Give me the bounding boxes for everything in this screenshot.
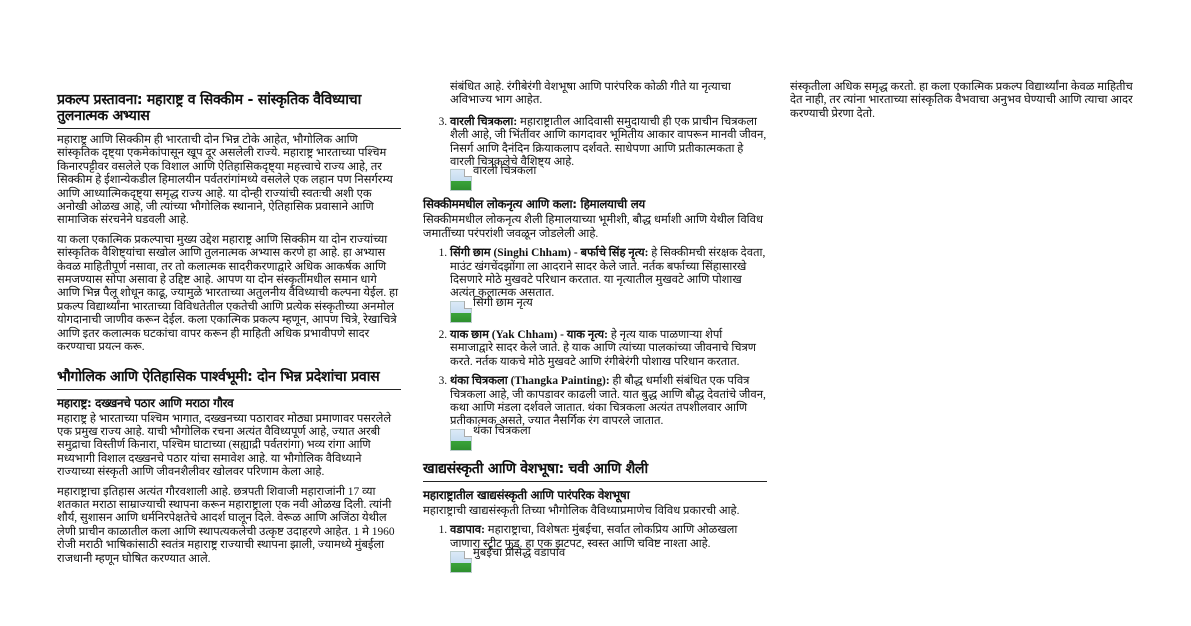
conclusion-continuation: संस्कृतीला अधिक समृद्ध करतो. हा कला एकात्मिक प्रकल्प विद्यार्थ्यांना केवळ माहितीच देत नाही, तर त्यांना भारताच्या सांस्कृतिक वैभवाचा अनुभव घेण्याची आणि त्याचा आदर करण्याची प्रेरणा देतो. bbox=[790, 81, 1133, 120]
vadapav-text: महाराष्ट्राचा, विशेषतः मुंबईचा, सर्वात लोकप्रिय आणि ओळखला जाणारा स्ट्रीट फूड. हा एक झटपट, स्वस्त आणि चविष्ट नाश्ता आहे. bbox=[450, 524, 738, 550]
warli-image bbox=[450, 165, 767, 191]
vadapav-image-alt: मुंबईचा प्रसिद्ध वडापाव bbox=[473, 546, 566, 559]
maharashtra-heading: महाराष्ट्र: दख्खनचे पठार आणि मराठा गौरव bbox=[57, 395, 234, 410]
broken-image-icon bbox=[450, 551, 472, 573]
geo-paragraph-2: महाराष्ट्राचा इतिहास अत्यंत गौरवशाली आहे. छत्रपती शिवाजी महाराजांनी 17 व्या शतकात मराठा साम्राज्याची स्थापना करून महाराष्ट्राला एक नवी ओळख दिली. त्यांनी शौर्य, सुशासन आणि धर्मनिरपेक्षतेचे आदर्श घालून दिले. वेरूळ आणि अजिंठा येथील लेणी प्राचीन काळातील कला आणि स्थापत्यकलेची उत्कृष्ट उदाहरणे आहेत. 1 मे 1960 रोजी मराठी भाषिकांसाठी स्वतंत्र महाराष्ट्र राज्याची स्थापना झाली, ज्यामध्ये मुंबईला राजधानी म्हणून घोषित करण्यात आले. bbox=[57, 485, 395, 565]
column-3 bbox=[790, 81, 1134, 127]
intro-title: प्रकल्प प्रस्तावना: महाराष्ट्र व सिक्कीम - सांस्कृतिक वैविध्याचा तुलनात्मक अभ्यास bbox=[57, 92, 401, 129]
column-1 bbox=[57, 92, 401, 572]
warli-image-alt: वारली चित्रकला bbox=[473, 165, 537, 178]
koli-continuation: संबंधित आहे. रंगीबेरंगी वेशभूषा आणि पारंपरिक कोळी गीते या नृत्याचा अविभाज्य भाग आहेत. bbox=[450, 81, 731, 107]
yak-text: हे नृत्य याक पाळणाऱ्या शेर्पा समाजाद्वारे सादर केले जाते. हे याक आणि त्यांच्या पालकांच्या जीवनाचे चित्रण करते. नर्तक याकचे मोठे मुखवटे आणि रंगीबेरंगी पोशाख परिधान करतात. bbox=[450, 328, 757, 368]
broken-image-icon bbox=[450, 301, 472, 323]
column-2 bbox=[423, 81, 767, 579]
sikkim-list bbox=[423, 247, 767, 450]
thangka-image-alt: थंका चित्रकला bbox=[473, 424, 531, 437]
list-item-warli bbox=[450, 116, 767, 192]
geo-title: भौगोलिक आणि ऐतिहासिक पार्श्वभूमी: दोन भिन्न प्रदेशांचा प्रवास bbox=[57, 369, 401, 390]
thangka-text: ही बौद्ध धर्माशी संबंधित एक पवित्र चित्रकला आहे, जी कापडावर काढली जाते. यात बुद्ध आणि बौद्ध देवतांचे जीवन, कथा आणि मंडला दर्शवले जातात. थंका चित्रकला अत्यंत तपशीलवार आणि प्रतीकात्मक असते, ज्यात नैसर्गिक रंग वापरले जातात. bbox=[450, 375, 766, 428]
thangka-term: थंका चित्रकला (Thangka Painting): bbox=[450, 375, 610, 388]
warli-text: महाराष्ट्रातील आदिवासी समुदायाची ही एक प्राचीन चित्रकला शैली आहे, जी भिंतींवर आणि कागदावर भूमितीय आकार वापरून मानवी जीवन, निसर्ग आणि दैनंदिन क्रियाकलाप दर्शवते. साधेपणा आणि प्रतीकात्मकता हे वारली चित्रकलेचे वैशिष्ट्य आहे. bbox=[450, 115, 767, 169]
thangka-image bbox=[450, 424, 767, 451]
list-item-vadapav bbox=[450, 524, 767, 573]
broken-image-icon bbox=[450, 429, 472, 451]
food-title: खाद्यसंस्कृती आणि वेशभूषा: चवी आणि शैली bbox=[423, 461, 767, 482]
singhi-image bbox=[450, 296, 767, 323]
food-intro: महाराष्ट्राची खाद्यसंस्कृती तिच्या भौगोलिक वैविध्याप्रमाणेच विविध प्रकारची आहे. bbox=[423, 504, 740, 517]
list-item-yak-chham bbox=[450, 329, 767, 369]
intro-paragraph-2: या कला एकात्मिक प्रकल्पाचा मुख्य उद्देश महाराष्ट्र आणि सिक्कीम या दोन राज्यांच्या सांस्कृतिक वैशिष्ट्यांचा सखोल आणि तुलनात्मक अभ्यास करणे हा आहे. हा अभ्यास केवळ माहितीपूर्ण नसावा, तर तो कलात्मक सादरीकरणाद्वारे अधिक आकर्षक आणि समजण्यास सोपा असावा हे उद्दिष्ट आहे. आपण या दोन संस्कृतींमधील समान धागे आणि भिन्न पैलू शोधून काढू, ज्यामुळे भारताच्या अतुलनीय वैविध्याची कल्पना येईल. हा प्रकल्प विद्यार्थ्यांना भारताच्या विविधतेतील एकतेची आणि प्रत्येक संस्कृतीच्या अनमोल योगदानाची जाणीव करून देईल. कला एकात्मिक प्रकल्प म्हणून, आपण चित्रे, रेखाचित्रे आणि इतर कलात्मक घटकांचा वापर करून ही माहिती अधिक प्रभावीपणे सादर करण्याचा प्रयत्न करू. bbox=[57, 233, 399, 354]
warli-term: वारली चित्रकला: bbox=[450, 115, 518, 128]
yak-term: याक छाम (Yak Chham) - याक नृत्य: bbox=[450, 328, 608, 341]
maharashtra-arts-list bbox=[423, 116, 767, 192]
list-item-thangka bbox=[450, 375, 767, 451]
food-heading: महाराष्ट्रातील खाद्यसंस्कृती आणि पारंपरिक वेशभूषा bbox=[423, 487, 630, 502]
broken-image-icon bbox=[450, 169, 472, 191]
intro-paragraph-1: महाराष्ट्र आणि सिक्कीम ही भारताची दोन भिन्न टोके आहेत, भौगोलिक आणि सांस्कृतिक दृष्ट्या एकमेकांपासून खूप दूर असलेली राज्ये. महाराष्ट्र भारताच्या पश्चिम किनारपट्टीवर वसलेले एक विशाल आणि ऐतिहासिकदृष्ट्या महत्त्वाचे राज्य आहे, तर सिक्कीम हे ईशान्येकडील हिमालयीन पर्वतरांगांमध्ये वसलेले एक लहान पण निसर्गरम्य आणि आध्यात्मिकदृष्ट्या समृद्ध राज्य आहे. या दोन्ही राज्यांची स्वतःची अशी एक अनोखी ओळख आहे, जी त्यांच्या भौगोलिक स्थानाने, ऐतिहासिक प्रवासाने आणि सामाजिक संरचनेने घडवली आहे. bbox=[57, 134, 393, 227]
singhi-image-alt: सिंगी छाम नृत्य bbox=[473, 296, 533, 309]
list-item-singhi-chham bbox=[450, 247, 767, 323]
singhi-term: सिंगी छाम (Singhi Chham) - बर्फाचे सिंह नृत्य: bbox=[450, 247, 649, 260]
food-list bbox=[423, 524, 767, 573]
geo-paragraph-1: महाराष्ट्र हे भारताच्या पश्चिम भागात, दख्खनच्या पठारावर मोठ्या प्रमाणावर पसरलेले एक प्रमुख राज्य आहे. याची भौगोलिक रचना अत्यंत वैविध्यपूर्ण आहे, ज्यात अरबी समुद्राचा विस्तीर्ण किनारा, पश्चिम घाटाच्या (सह्याद्री पर्वतरांगा) भव्य रांगा आणि मध्यभागी विशाल दख्खनचे पठार यांचा समावेश आहे. या भौगोलिक वैविध्याने राज्याच्या संस्कृती आणि जीवनशैलीवर खोलवर परिणाम केला आहे. bbox=[57, 412, 392, 479]
vadapav-image bbox=[450, 546, 767, 573]
sikkim-intro: सिक्कीममधील लोकनृत्य शैली हिमालयाच्या भूमीशी, बौद्ध धर्माशी आणि येथील विविध जमातींच्या परंपरांशी जवळून जोडलेली आहे. bbox=[423, 214, 763, 240]
vadapav-term: वडापाव: bbox=[450, 524, 485, 537]
sikkim-heading: सिक्कीममधील लोकनृत्य आणि कला: हिमालयाची लय bbox=[423, 197, 645, 212]
singhi-text: हे सिक्कीमची संरक्षक देवता, माउंट खंगचेंदझोंगा ला आदराने सादर केले जाते. नर्तक बर्फाच्या सिंहासारखे दिसणारे मोठे मुखवटे परिधान करतात. या नृत्यातील मुखवटे आणि पोशाख अत्यंत कलात्मक असतात. bbox=[450, 247, 766, 300]
